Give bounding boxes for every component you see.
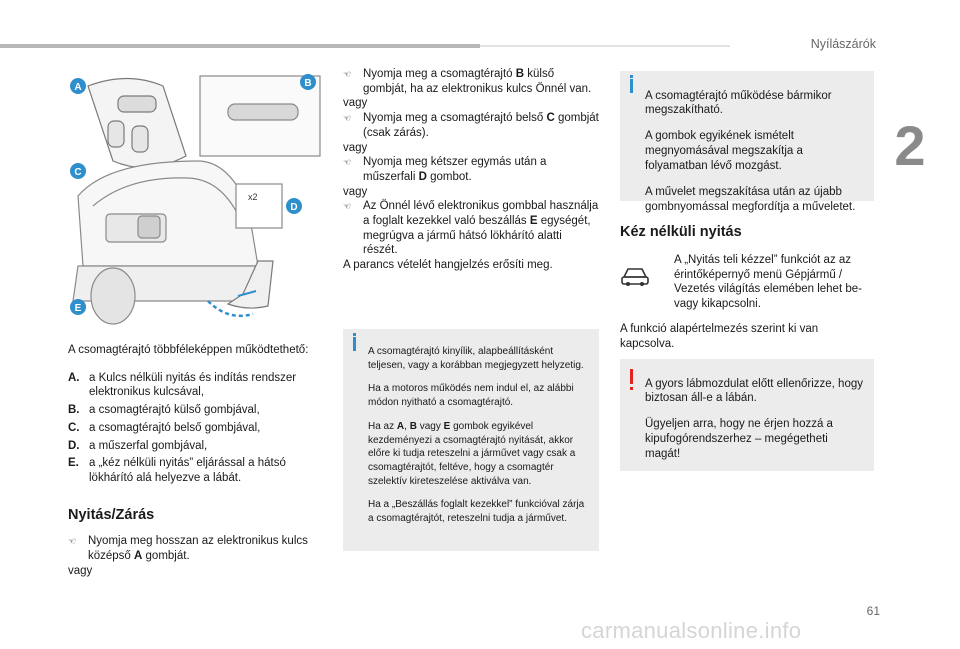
instruction-bullet: ☜ Nyomja meg kétszer egymás után a műszerfali D gombot. bbox=[343, 156, 547, 183]
pointer-icon: ☜ bbox=[343, 113, 352, 124]
or-word: vagy bbox=[343, 97, 368, 110]
page-number: 61 bbox=[866, 604, 880, 618]
tailgate-drawing bbox=[68, 66, 324, 329]
list-text: a csomagtérajtó külső gombjával, bbox=[89, 404, 260, 417]
list-key: E. bbox=[68, 457, 79, 470]
label-e-text: E bbox=[74, 303, 82, 314]
header-rule-thin bbox=[480, 45, 730, 47]
warning-icon bbox=[630, 369, 633, 384]
info-icon bbox=[353, 337, 356, 351]
pointer-icon: ☜ bbox=[68, 536, 77, 547]
list-text: a műszerfal gombjával, bbox=[89, 439, 208, 452]
info-note-2 bbox=[620, 71, 874, 213]
warning-icon-dot bbox=[630, 387, 633, 390]
list-key: C. bbox=[68, 421, 80, 434]
instruction-bullet: ☜ Az Önnél lévő elektronikus gombbal használja a foglalt kezekkel való beszállás E egységét, megrúgva a jármű hátsó lökhárító alatti részét. bbox=[343, 200, 599, 257]
list-key: B. bbox=[68, 404, 80, 417]
column-3 bbox=[620, 225, 874, 240]
list-key: A. bbox=[68, 371, 80, 384]
info-note-1-text: A csomagtérajtó kinyílik, alapbeállításként teljesen, vagy a korábban megjegyzett helyzetig. Ha a motoros működés nem indul el, az alábbi módon nyitható a csomagtérajtó. Ha az A, B vagy E gombok egyikével kezdeményezi a csomagtérajtó nyitását, akkor előre ki tudja reteszelni a járművet vagy csak a csomagtérajtót, feltéve, hogy a csomagtér szelektív kireteszelése aktiválva van. Ha a „Beszállás foglalt kezekkel” funkcióval zárja a csomagtérajtót, reteszelni tudja a járművet. bbox=[368, 346, 585, 525]
car-icon bbox=[620, 263, 650, 293]
header-rule bbox=[0, 44, 480, 48]
instruction-bullet: ☜ Nyomja meg hosszan az elektronikus kulcs középső A gombját. bbox=[68, 535, 308, 563]
default-state-text: A funkció alapértelmezés szerint ki van kapcsolva. bbox=[620, 323, 819, 350]
watermark: carmanualsonline.info bbox=[581, 618, 802, 643]
or-word: vagy bbox=[343, 185, 368, 198]
list-item bbox=[68, 403, 326, 418]
label-d-text: D bbox=[290, 202, 298, 213]
info-icon bbox=[630, 79, 633, 93]
info-note-1 bbox=[343, 329, 599, 551]
list-key: D. bbox=[68, 439, 80, 452]
info-note-2-text: A csomagtérajtó működése bármikor megszakítható. A gombok egyikének ismételt megnyomásával megszakítja a folyamatban lévő mozgást. A művelet megszakítása után az újabb gombnyomással megfordítja a műveletet. bbox=[645, 89, 856, 213]
column-1 bbox=[68, 343, 326, 578]
column-2 bbox=[343, 67, 599, 273]
info-icon-dot bbox=[630, 75, 633, 78]
label-a-text: A bbox=[74, 82, 82, 93]
badge-x2-label: x2 bbox=[248, 192, 258, 202]
section-heading-open-close: Nyitás/Zárás bbox=[68, 506, 155, 523]
section-title: Nyílászárók bbox=[810, 37, 876, 51]
section-heading-hands-free: Kéz nélküli nyitás bbox=[620, 224, 742, 240]
instruction-bullet: ☜ Nyomja meg a csomagtérajtó belső C gombját (csak zárás). bbox=[343, 112, 599, 139]
pointer-icon: ☜ bbox=[343, 69, 352, 79]
intro-text: A csomagtérajtó többféleképpen működtethető: bbox=[68, 344, 309, 356]
list-item bbox=[68, 456, 326, 485]
list-item bbox=[68, 439, 326, 454]
or-word: vagy bbox=[343, 141, 368, 154]
label-c-text: C bbox=[74, 167, 82, 178]
or-word: vagy bbox=[68, 564, 93, 577]
hands-free-setting-text: A „Nyitás teli kézzel” funkciót az az érintőképernyő menü Gépjármű / Vezetés világítás elemében lehet be- vagy kikapcsolni. bbox=[674, 254, 862, 311]
list-item bbox=[68, 371, 326, 400]
pointer-icon: ☜ bbox=[343, 201, 352, 212]
list-item bbox=[68, 421, 326, 436]
label-b-text: B bbox=[304, 78, 312, 89]
info-icon-dot bbox=[353, 333, 356, 336]
tailgate-illustration bbox=[68, 66, 324, 329]
list-text: a „kéz nélküli nyitás” eljárással a hátsó lökhárító alá helyezve a lábát. bbox=[89, 457, 286, 484]
list-text: a csomagtérajtó belső gombjával, bbox=[89, 421, 261, 434]
warning-note bbox=[620, 359, 874, 471]
pointer-icon: ☜ bbox=[343, 157, 352, 168]
instruction-bullet: ☜ Nyomja meg a csomagtérajtó B külső gombját, ha az elektronikus kulcs Önnél van. bbox=[343, 68, 592, 95]
warning-note-text: A gyors lábmozdulat előtt ellenőrizze, hogy biztosan áll-e a lábán. Ügyeljen arra, hogy ne érjen hozzá a kipufogórendszerhez – megégetheti magát! bbox=[645, 377, 863, 460]
list-text: a Kulcs nélküli nyitás és indítás rendszer elektronikus kulcsával, bbox=[89, 371, 297, 399]
confirm-text: A parancs vételét hangjelzés erősíti meg. bbox=[343, 259, 553, 272]
chapter-number: 2 bbox=[894, 114, 926, 177]
